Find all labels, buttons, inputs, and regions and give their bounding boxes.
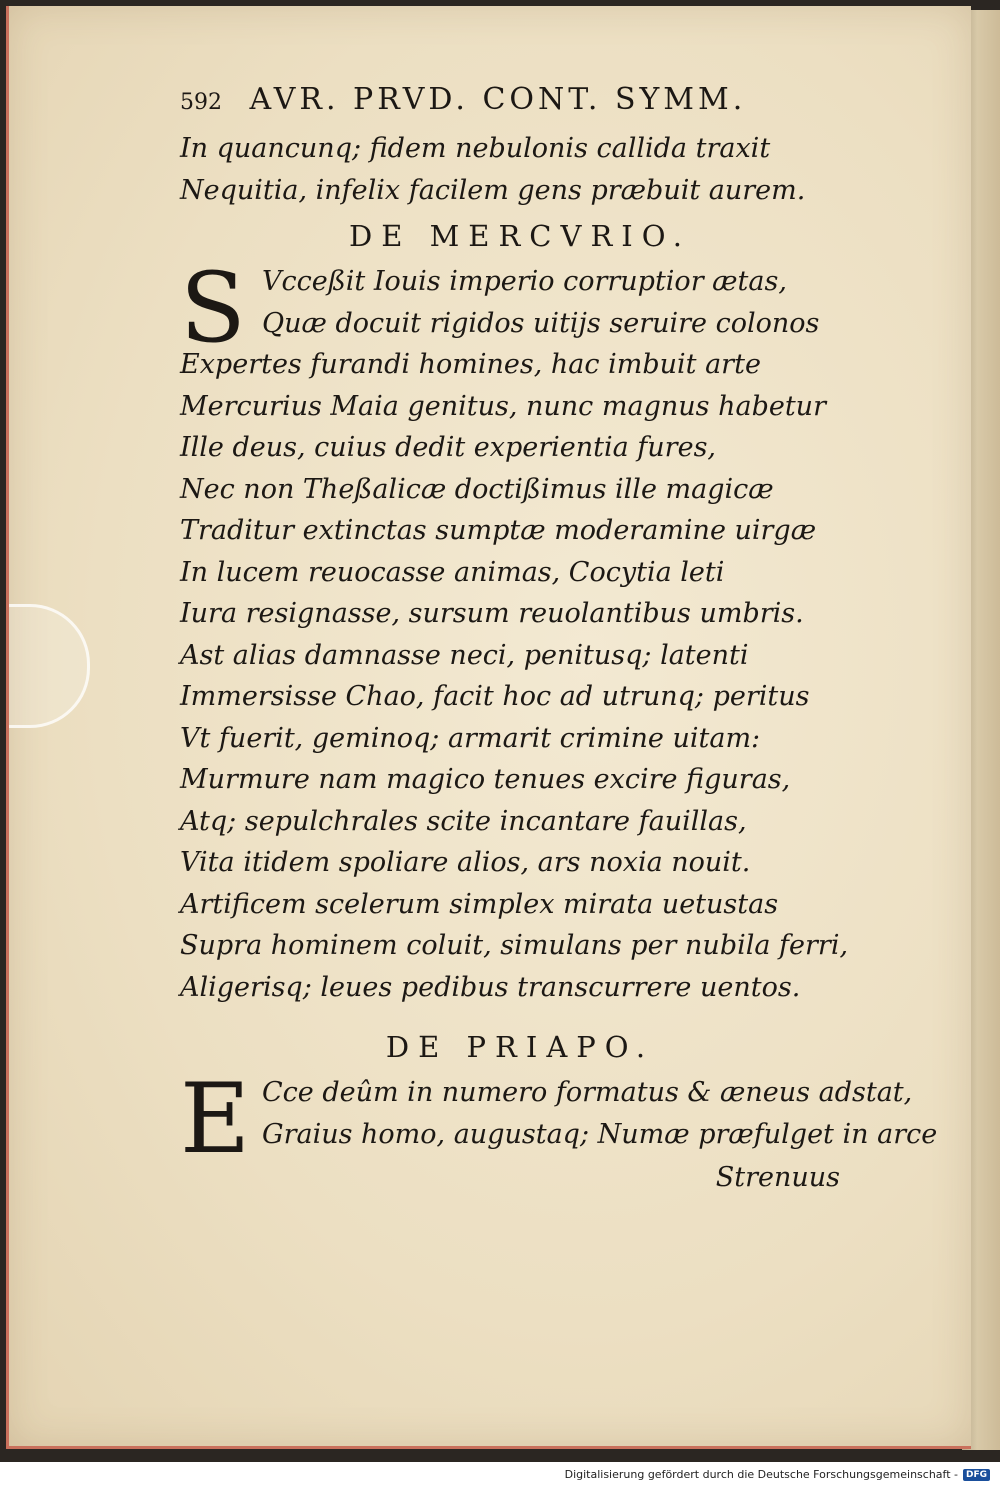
verse-line: Aligerisq; leues pedibus transcurrere uentos.: [180, 971, 801, 1003]
verse-line: Traditur extinctas sumptæ moderamine uirgæ: [180, 515, 817, 546]
verse-line: Immersisse Chao, facit hoc ad utrunq; peritus: [180, 681, 810, 712]
running-header: [180, 72, 860, 128]
running-title: AVR. PRVD. CONT. SYMM.: [249, 82, 747, 117]
section-heading-priapo: DE PRIAPO.: [385, 1030, 655, 1064]
catchword: Strenuus: [715, 1162, 840, 1193]
page-text: [180, 72, 938, 1201]
verse-line: Cce deûm in numero formatus & æneus adstat,: [262, 1077, 913, 1108]
page-number: 592: [180, 90, 222, 115]
page-clip: [9, 604, 90, 728]
verse-line: Vcceßit Iouis imperio corruptior ætas,: [262, 266, 787, 297]
digitization-footer: [565, 1468, 990, 1481]
drop-capital: E: [180, 1063, 251, 1175]
verse-line: In lucem reuocasse animas, Cocytia leti: [180, 556, 725, 588]
section-priapo: [180, 1063, 938, 1175]
footer-credit: Digitalisierung gefördert durch die Deutsche Forschungsgemeinschaft -: [564, 1468, 958, 1481]
verse-line: Supra hominem coluit, simulans per nubila ferri,: [180, 930, 849, 961]
section-mercurio: [180, 252, 860, 1008]
continuation-block: [180, 128, 860, 211]
spacer: [180, 1008, 860, 1022]
section-heading-mercurio: DE MERCVRIO.: [348, 219, 692, 253]
verse-line: Atq; sepulchrales scite incantare fauillas,: [180, 805, 747, 837]
drop-capital: S: [180, 252, 246, 364]
verse-line: Ast alias damnasse neci, penitusq; latenti: [180, 639, 749, 671]
verse-line: Iura resignasse, sursum reuolantibus umbris.: [180, 598, 804, 629]
verse-line: Vita itidem spoliare alios, ars noxia nouit.: [180, 847, 751, 878]
verse-line: Quæ docuit rigidos uitijs seruire colonos: [262, 307, 820, 339]
verse-line: Ille deus, cuius dedit experientia fures,: [180, 432, 717, 463]
verse-line: Nequitia, infelix facilem gens præbuit aurem.: [180, 174, 806, 206]
verse-line: Graius homo, augustaq; Numæ præfulget in arce: [262, 1118, 938, 1150]
verse-line: Expertes furandi homines, hac imbuit arte: [180, 349, 761, 380]
dfg-logo-icon: DFG: [963, 1469, 990, 1481]
verse-line: Mercurius Maia genitus, nunc magnus habetur: [180, 390, 826, 422]
verse-line: Artificem scelerum simplex mirata uetustas: [180, 888, 779, 920]
verse-line: Murmure nam magico tenues excire figuras,: [180, 764, 791, 795]
verse-line: Vt fuerit, geminoq; armarit crimine uitam:: [180, 722, 761, 754]
verse-line: Nec non Theßalicæ doctißimus ille magicæ: [180, 473, 774, 505]
verse-line: In quancunq; fidem nebulonis callida traxit: [180, 133, 771, 164]
